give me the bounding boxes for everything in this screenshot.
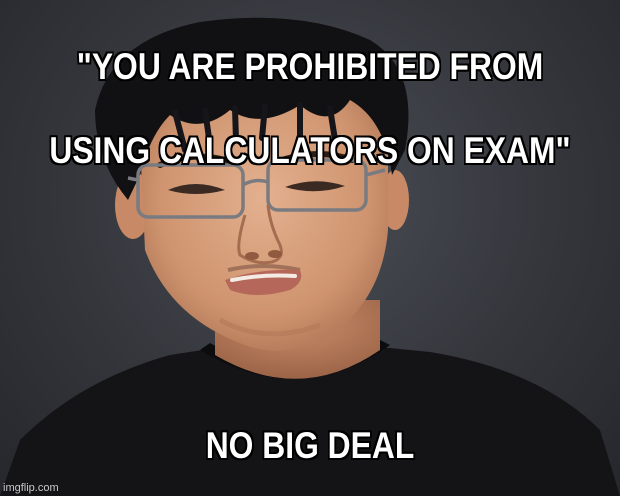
imgflip-watermark: imgflip.com [3, 482, 59, 494]
top-caption-line-1: "YOU ARE PROHIBITED FROM [76, 46, 544, 87]
bottom-caption: NO BIG DEAL [205, 425, 415, 466]
top-caption [43, 4, 576, 214]
top-caption-line-2: USING CALCULATORS ON EXAM" [49, 130, 571, 171]
